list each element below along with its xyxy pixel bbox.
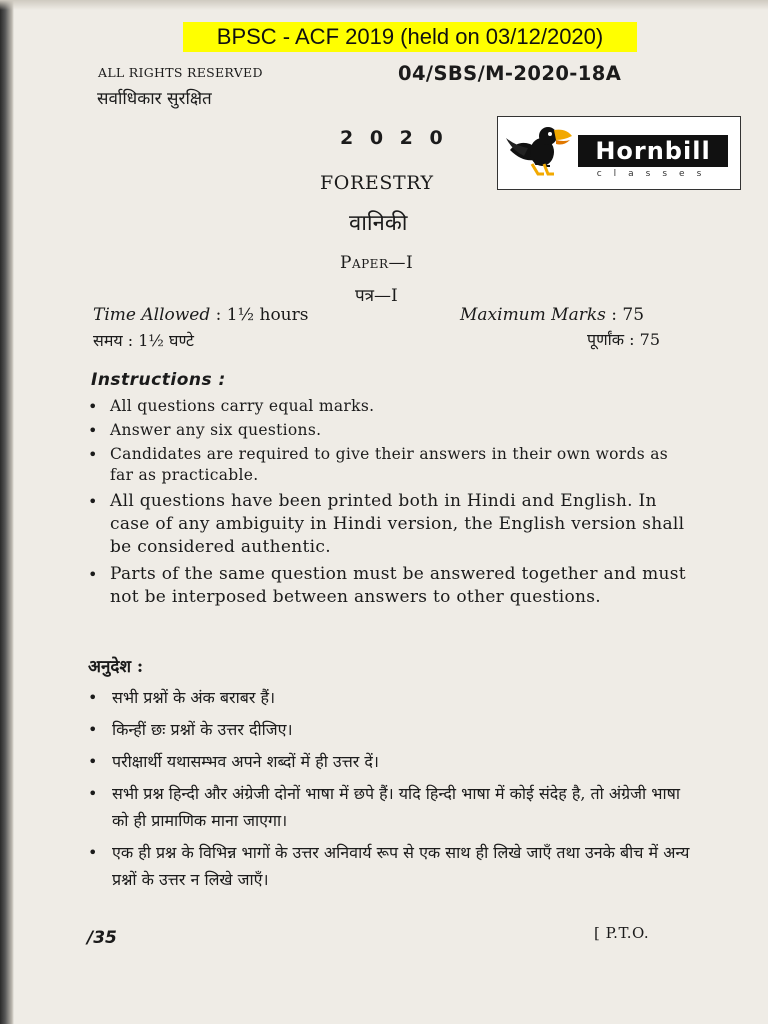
paper-number-en: Paper—I	[340, 253, 414, 273]
instruction-item-hi: • परीक्षार्थी यथासम्भव अपने शब्दों में ही उत्तर दें।	[86, 748, 696, 775]
page-count: /35	[87, 928, 117, 948]
hornbill-bird-icon	[504, 120, 574, 184]
logo-subtitle: classes	[596, 169, 714, 179]
rights-reserved-en: ALL RIGHTS RESERVED	[98, 65, 263, 80]
scan-edge-top	[0, 0, 768, 10]
exam-banner: BPSC - ACF 2019 (held on 03/12/2020)	[183, 22, 637, 52]
instruction-item: • Candidates are required to give their answers in their own words as far as practicable.	[86, 444, 696, 486]
time-value: 1½ hours	[226, 305, 309, 325]
instruction-item: • Answer any six questions.	[86, 420, 696, 441]
instruction-item: • All questions carry equal marks.	[86, 396, 696, 417]
rights-reserved-hi: सर्वाधिकार सुरक्षित	[97, 89, 212, 109]
instructions-list-en	[86, 396, 696, 612]
instructions-list-hi	[86, 684, 696, 898]
exam-year: 2 0 2 0	[340, 127, 448, 149]
maximum-marks-en: Maximum Marks : 75	[460, 305, 645, 325]
paper-number-hi: पत्र—I	[355, 286, 398, 306]
paper-code: 04/SBS/M-2020-18A	[398, 62, 622, 85]
instructions-heading-hi: अनुदेश :	[88, 657, 144, 677]
maximum-marks-hi: पूर्णांक : 75	[587, 330, 661, 349]
instruction-item: • Parts of the same question must be answered together and must not be interposed between answers to other questions.	[86, 563, 696, 609]
logo-wordmark: Hornbill	[578, 135, 728, 167]
scan-edge	[0, 0, 14, 1024]
subject-title-en: FORESTRY	[320, 172, 434, 194]
instruction-item-hi: • सभी प्रश्न हिन्दी और अंग्रेजी दोनों भाषा में छपे हैं। यदि हिन्दी भाषा में कोई संदेह है, तो अंग्रेजी भाषा को ही प्रामाणिक माना जाएगा।	[86, 780, 696, 834]
instructions-heading-en: Instructions :	[91, 370, 226, 390]
marks-label: Maximum Marks	[460, 305, 606, 325]
hornbill-logo	[497, 116, 741, 190]
instruction-item-hi: • किन्हीं छः प्रश्नों के उत्तर दीजिए।	[86, 716, 696, 743]
instruction-item-hi: • सभी प्रश्नों के अंक बराबर हैं।	[86, 684, 696, 711]
instruction-item: • All questions have been printed both in Hindi and English. In case of any ambiguity in Hindi version, the English version shall be considered authentic.	[86, 490, 696, 559]
time-label: Time Allowed	[93, 305, 211, 325]
time-allowed-en: Time Allowed : 1½ hours	[93, 305, 309, 325]
time-allowed-hi: समय : 1½ घण्टे	[93, 331, 194, 350]
subject-title-hi: वानिकी	[349, 211, 408, 236]
instruction-item-hi: • एक ही प्रश्न के विभिन्न भागों के उत्तर अनिवार्य रूप से एक साथ ही लिखे जाएँ तथा उनके बीच में अन्य प्रश्नों के उत्तर न लिखे जाएँ।	[86, 839, 696, 893]
please-turn-over: [ P.T.O.	[594, 924, 650, 942]
marks-value: 75	[622, 305, 645, 325]
